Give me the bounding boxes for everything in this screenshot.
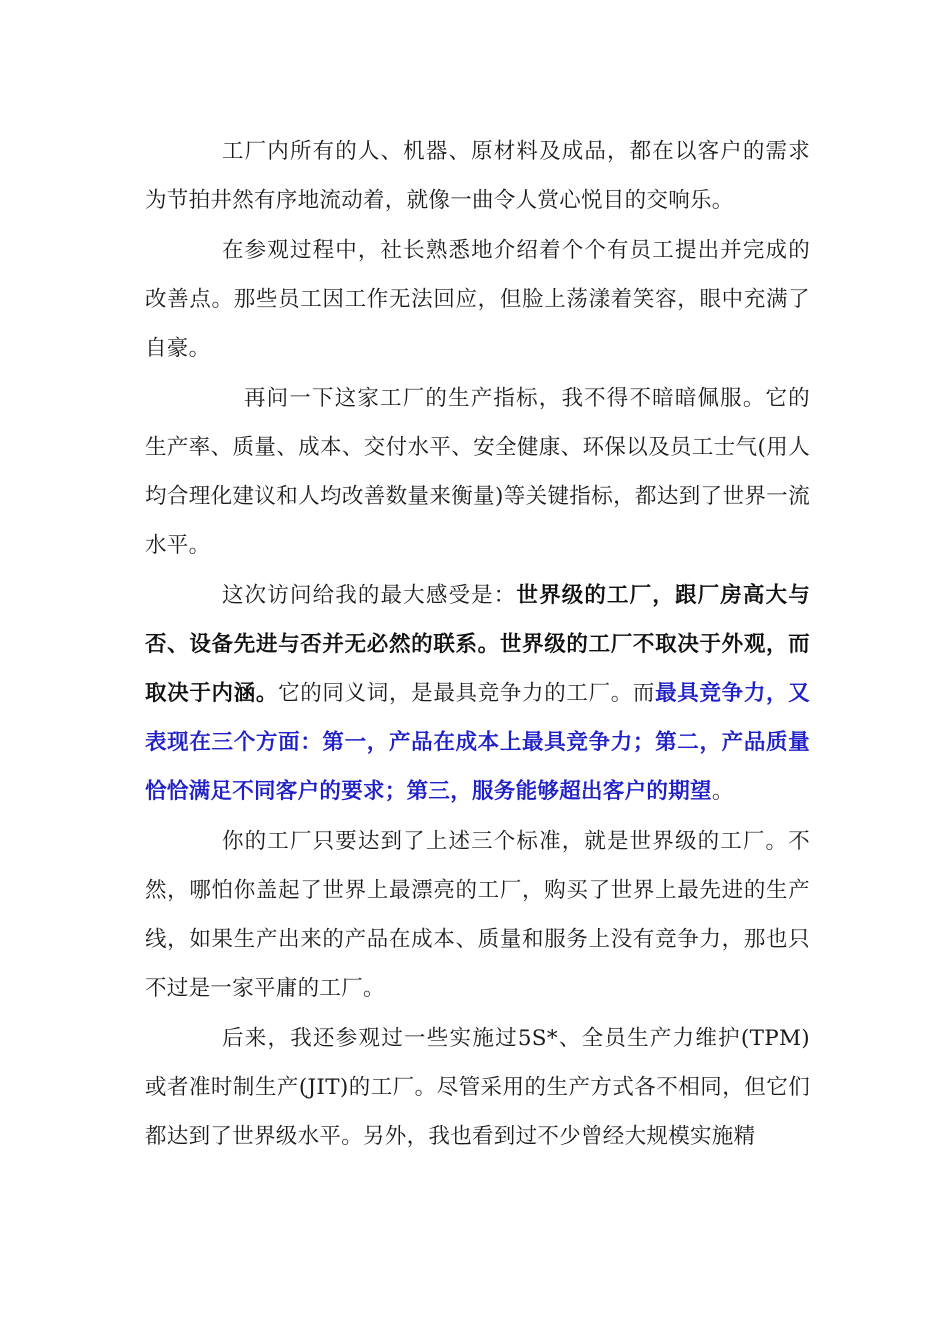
paragraph-4 (145, 571, 810, 816)
paragraph-4-text-3: 。 (711, 779, 734, 804)
paragraph-6: 后来，我还参观过一些实施过5S*、全员生产力维护(TPM)或者准时制生产(JIT)的工厂。尽管采用的生产方式各不相同，但它们都达到了世界级水平。另外，我也看到过不少曾经大规模实施精 (145, 1026, 810, 1149)
paragraph-4-highlight: 最具竞争力，又表现在三个方面：第一，产品在成本上最具竞争力；第二，产品质量恰恰满足不同客户的要求；第三，服务能够超出客户的期望 (145, 681, 810, 804)
paragraph-1: 工厂内所有的人、机器、原材料及成品，都在以客户的需求为节拍井然有序地流动着，就像一曲令人赏心悦目的交响乐。 (145, 139, 810, 213)
paragraph-2: 在参观过程中，社长熟悉地介绍着个个有员工提出并完成的改善点。那些员工因工作无法回应，但脸上荡漾着笑容，眼中充满了自豪。 (145, 238, 810, 361)
paragraph-4-bold-statement: 世界级的工厂，跟厂房高大与否、设备先进与否并无必然的联系。世界级的工厂不取决于外观，而取决于内涵。 (145, 583, 810, 706)
paragraph-5: 你的工厂只要达到了上述三个标准，就是世界级的工厂。不然，哪怕你盖起了世界上最漂亮的工厂，购买了世界上最先进的生产线，如果生产出来的产品在成本、质量和服务上没有竞争力，那也只不过是一家平庸的工厂。 (145, 829, 810, 1001)
paragraph-4-text-2: 它的同义词，是最具竞争力的工厂。而 (278, 681, 656, 706)
paragraph-3: 再问一下这家工厂的生产指标，我不得不暗暗佩服。它的生产率、质量、成本、交付水平、安全健康、环保以及员工士气(用人均合理化建议和人均改善数量来衡量)等关键指标，都达到了世界一流水平。 (145, 386, 810, 558)
paragraph-4-text-1: 这次访问给我的最大感受是： (222, 583, 517, 608)
